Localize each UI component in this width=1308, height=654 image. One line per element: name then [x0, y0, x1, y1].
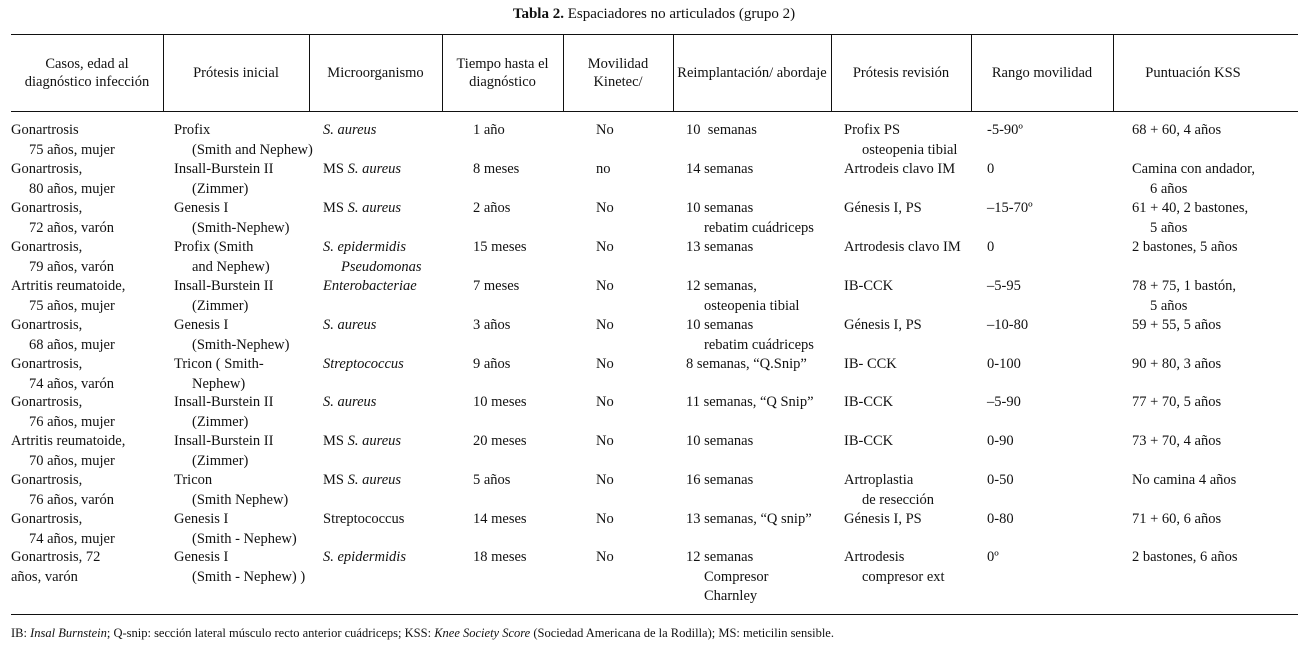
cell-protesis-inicial	[174, 510, 297, 549]
cell-kss	[1132, 393, 1221, 413]
cell-line: (Smith - Nephew)	[192, 530, 297, 547]
cell-microorganismo	[323, 510, 404, 530]
cell-tiempo: 2 años	[473, 200, 511, 216]
cell-rango: 0-80	[987, 511, 1014, 527]
cell-rango: –5-90	[987, 394, 1021, 410]
cell-movilidad: No	[596, 433, 614, 449]
table-row	[0, 432, 1308, 471]
cell-caso	[11, 277, 125, 316]
cell-movilidad: No	[596, 356, 614, 372]
cell-line: 80 años, mujer	[29, 180, 115, 197]
cell-movilidad: No	[596, 317, 614, 333]
cell-kss	[1132, 238, 1238, 258]
header-reimplantacion: Reimplantación/ abordaje	[677, 64, 827, 81]
cell-line: de resección	[862, 491, 935, 508]
table-header-rule	[11, 111, 1298, 112]
cell-reimplantacion	[686, 355, 807, 375]
micro-species-2: Pseudomonas	[341, 258, 422, 275]
cell-reimplantacion	[686, 277, 799, 316]
cell-protesis-revision	[844, 160, 955, 180]
cell-line: 10 semanas	[686, 122, 757, 138]
cell-line: IB-CCK	[844, 433, 894, 449]
table-title	[0, 6, 1308, 23]
cell-caso	[11, 548, 100, 587]
cell-line: 79 años, varón	[29, 258, 114, 275]
cell-line: (Smith Nephew)	[192, 491, 289, 508]
cell-protesis-inicial	[174, 277, 273, 316]
cell-line: Artritis reumatoide,	[11, 433, 126, 449]
cell-line: osteopenia tibial	[704, 297, 800, 314]
cell-kss	[1132, 316, 1221, 336]
cell-line: 10 semanas	[686, 433, 754, 449]
cell-protesis-inicial	[174, 316, 289, 355]
cell-kss	[1132, 277, 1236, 316]
cell-line: 10 semanas	[686, 200, 754, 216]
cell-line: Camina con andador,	[1132, 161, 1256, 177]
micro-prefix: MS	[323, 200, 348, 216]
cell-rango: 0-100	[987, 356, 1021, 372]
table-row	[0, 548, 1308, 604]
cell-line: 13 semanas, “Q snip”	[686, 511, 812, 527]
cell-line: 12 semanas,	[686, 278, 757, 294]
micro-species: S. aureus	[323, 317, 377, 333]
cell-protesis-inicial	[174, 160, 273, 199]
cell-protesis-inicial	[174, 548, 305, 587]
cell-line: 90 + 80, 3 años	[1132, 356, 1222, 372]
cell-line: Gonartrosis,	[11, 511, 83, 527]
cell-line: Insall-Burstein II	[174, 278, 274, 294]
cell-line: compresor ext	[862, 568, 945, 585]
cell-protesis-revision	[844, 355, 897, 375]
micro-species: S. aureus	[347, 161, 402, 177]
cell-tiempo: 1 año	[473, 122, 505, 138]
cell-line: 73 + 70, 4 años	[1132, 433, 1222, 449]
header-protesis-inicial: Prótesis inicial	[193, 64, 279, 81]
cell-caso	[11, 432, 125, 471]
cell-line: osteopenia tibial	[862, 141, 958, 158]
cell-protesis-revision	[844, 121, 957, 160]
cell-line: IB-CCK	[844, 278, 894, 294]
cell-rango: –15-70º	[987, 200, 1033, 216]
cell-line: 76 años, mujer	[29, 413, 115, 430]
cell-movilidad: No	[596, 122, 614, 138]
cell-line: Gonartrosis,	[11, 161, 83, 177]
cell-caso	[11, 510, 115, 549]
cell-line: 16 semanas	[686, 472, 754, 488]
cell-rango: -5-90º	[987, 122, 1023, 138]
cell-microorganismo	[323, 471, 401, 491]
cell-caso	[11, 316, 115, 355]
micro-species: S. aureus	[347, 433, 402, 449]
cell-line: Artrodesis clavo IM	[844, 239, 961, 255]
cell-tiempo: 5 años	[473, 472, 511, 488]
cell-line: rebatim cuádriceps	[704, 336, 814, 353]
micro-species: S. epidermidis	[323, 549, 406, 565]
cell-line: 68 + 60, 4 años	[1132, 122, 1222, 138]
cell-reimplantacion	[686, 160, 753, 180]
cell-tiempo: 8 meses	[473, 161, 520, 177]
cell-protesis-inicial	[174, 432, 273, 471]
cell-protesis-revision	[844, 432, 893, 452]
cell-line: Insall-Burstein II	[174, 161, 274, 177]
cell-line: Profix (Smith	[174, 239, 254, 255]
micro-prefix: MS	[323, 472, 348, 488]
cell-line: Gonartrosis	[11, 122, 79, 138]
cell-line: (Zimmer)	[192, 297, 249, 314]
micro-species: S. aureus	[323, 394, 377, 410]
cell-reimplantacion	[686, 510, 812, 530]
cell-microorganismo	[323, 432, 401, 452]
cell-line: Génesis I, PS	[844, 200, 922, 216]
cell-protesis-revision	[844, 471, 934, 510]
micro-prefix: MS	[323, 433, 348, 449]
cell-reimplantacion	[686, 121, 757, 141]
cell-movilidad: No	[596, 278, 614, 294]
cell-rango: –10-80	[987, 317, 1029, 333]
cell-line: rebatim cuádriceps	[704, 219, 814, 236]
cell-line: 59 + 55, 5 años	[1132, 317, 1222, 333]
cell-reimplantacion	[686, 238, 753, 258]
table-row	[0, 393, 1308, 432]
cell-rango: 0-90	[987, 433, 1014, 449]
header-protesis-revision: Prótesis revisión	[852, 64, 950, 81]
cell-line: Artroplastia	[844, 472, 914, 488]
cell-reimplantacion	[686, 316, 814, 355]
cell-movilidad: No	[596, 239, 614, 255]
cell-line: No camina 4 años	[1132, 472, 1237, 488]
cell-kss	[1132, 432, 1221, 452]
cell-line: Genesis I	[174, 549, 229, 565]
cell-caso	[11, 393, 115, 432]
cell-movilidad: No	[596, 549, 614, 565]
cell-microorganismo	[323, 393, 376, 413]
cell-line: 2 bastones, 6 años	[1132, 549, 1238, 565]
cell-microorganismo	[323, 238, 422, 277]
cell-reimplantacion	[686, 548, 768, 607]
cell-protesis-inicial	[174, 393, 273, 432]
cell-kss	[1132, 548, 1238, 568]
cell-reimplantacion	[686, 199, 814, 238]
header-tiempo: Tiempo hasta el diagnóstico	[456, 55, 549, 90]
cell-protesis-revision	[844, 238, 961, 258]
cell-movilidad: No	[596, 394, 614, 410]
table-row	[0, 510, 1308, 549]
cell-line: (Smith-Nephew)	[192, 219, 290, 236]
cell-reimplantacion	[686, 471, 753, 491]
table-footnote: IB: Insal Burnstein; Q-snip: sección lateral músculo recto anterior cuádriceps; KSS: Knee Society Score (Sociedad Americana de la Rodilla); MS: meticilin sensible.	[11, 626, 834, 640]
cell-line: 61 + 40, 2 bastones,	[1132, 200, 1249, 216]
cell-line: 5 años	[1150, 219, 1188, 236]
cell-tiempo: 20 meses	[473, 433, 527, 449]
cell-movilidad: No	[596, 511, 614, 527]
cell-reimplantacion	[686, 432, 753, 452]
cell-line: (Smith - Nephew) )	[192, 568, 306, 585]
cell-line: Tricon	[174, 472, 213, 488]
table-row	[0, 238, 1308, 277]
cell-line: Artrodesis	[844, 549, 905, 565]
micro-prefix: MS	[323, 161, 348, 177]
cell-line: 71 + 60, 6 años	[1132, 511, 1222, 527]
cell-line: Gonartrosis,	[11, 200, 83, 216]
cell-microorganismo	[323, 355, 404, 375]
cell-protesis-revision	[844, 393, 893, 413]
cell-line: años, varón	[11, 568, 78, 585]
cell-movilidad: no	[596, 161, 611, 177]
cell-microorganismo	[323, 548, 406, 568]
table-row	[0, 277, 1308, 316]
cell-protesis-inicial	[174, 199, 289, 238]
cell-kss	[1132, 355, 1221, 375]
cell-protesis-inicial	[174, 355, 264, 394]
cell-tiempo: 3 años	[473, 317, 511, 333]
cell-line: 8 semanas, “Q.Snip”	[686, 356, 807, 372]
cell-line: 75 años, mujer	[29, 141, 115, 158]
cell-tiempo: 10 meses	[473, 394, 527, 410]
cell-protesis-revision	[844, 277, 893, 297]
cell-caso	[11, 160, 115, 199]
table-row	[0, 355, 1308, 394]
cell-tiempo: 9 años	[473, 356, 511, 372]
table-row	[0, 316, 1308, 355]
cell-line: Profix	[174, 122, 211, 138]
cell-microorganismo	[323, 160, 401, 180]
cell-caso	[11, 471, 114, 510]
table-title-text: Espaciadores no articulados (grupo 2)	[567, 6, 796, 22]
cell-line: 78 + 75, 1 bastón,	[1132, 278, 1237, 294]
cell-line: 13 semanas	[686, 239, 754, 255]
cell-line: 74 años, varón	[29, 375, 114, 392]
cell-rango: 0º	[987, 549, 999, 565]
cell-line: Artrodeis clavo IM	[844, 161, 956, 177]
cell-line: Gonartrosis, 72	[11, 549, 101, 565]
cell-line: Insall-Burstein II	[174, 433, 274, 449]
cell-caso	[11, 355, 114, 394]
table-row	[0, 160, 1308, 199]
cell-line: 12 semanas	[686, 549, 754, 565]
cell-caso	[11, 199, 114, 238]
cell-line: 75 años, mujer	[29, 297, 115, 314]
cell-protesis-revision	[844, 316, 922, 336]
cell-movilidad: No	[596, 472, 614, 488]
cell-kss	[1132, 160, 1255, 199]
cell-kss	[1132, 471, 1236, 491]
cell-line: IB-CCK	[844, 394, 894, 410]
table-row	[0, 199, 1308, 238]
header-movilidad: Movilidad Kinetec/	[587, 55, 649, 90]
cell-line: Génesis I, PS	[844, 511, 922, 527]
cell-line: Gonartrosis,	[11, 356, 83, 372]
cell-line: Compresor	[704, 568, 769, 585]
cell-line: IB- CCK	[844, 356, 897, 372]
table-row	[0, 121, 1308, 160]
cell-line: Genesis I	[174, 511, 229, 527]
micro-species: S. epidermidis	[323, 239, 406, 255]
cell-rango: 0-50	[987, 472, 1014, 488]
micro-species: S. aureus	[323, 122, 377, 138]
cell-microorganismo	[323, 199, 401, 219]
cell-kss	[1132, 199, 1248, 238]
cell-line: Profix PS	[844, 122, 901, 138]
cell-line: (Smith-Nephew)	[192, 336, 290, 353]
cell-microorganismo	[323, 316, 376, 336]
cell-microorganismo	[323, 277, 417, 297]
cell-line: 77 + 70, 5 años	[1132, 394, 1222, 410]
micro-species: S. aureus	[347, 472, 402, 488]
cell-line: Insall-Burstein II	[174, 394, 274, 410]
cell-rango: 0	[987, 239, 995, 255]
cell-line: Genesis I	[174, 200, 229, 216]
cell-line: Gonartrosis,	[11, 317, 83, 333]
cell-line: Génesis I, PS	[844, 317, 922, 333]
cell-kss	[1132, 510, 1221, 530]
cell-line: Nephew)	[192, 375, 246, 392]
cell-reimplantacion	[686, 393, 814, 413]
cell-line: 72 años, varón	[29, 219, 114, 236]
cell-protesis-revision	[844, 548, 945, 587]
cell-line: Charnley	[704, 588, 758, 604]
cell-line: 74 años, mujer	[29, 530, 115, 547]
cell-tiempo: 18 meses	[473, 549, 527, 565]
cell-caso	[11, 238, 114, 277]
cell-protesis-revision	[844, 510, 922, 530]
cell-line: Tricon ( Smith-	[174, 356, 264, 372]
cell-line: and Nephew)	[192, 258, 270, 275]
table-title-label: Tabla 2.	[512, 6, 564, 22]
cell-microorganismo	[323, 121, 376, 141]
cell-line: (Zimmer)	[192, 180, 249, 197]
cell-tiempo: 7 meses	[473, 278, 520, 294]
cell-kss	[1132, 121, 1221, 141]
cell-protesis-inicial	[174, 121, 313, 160]
cell-line: Artritis reumatoide,	[11, 278, 126, 294]
cell-protesis-revision	[844, 199, 922, 219]
cell-line: Genesis I	[174, 317, 229, 333]
cell-line: 14 semanas	[686, 161, 754, 177]
cell-line: Gonartrosis,	[11, 472, 83, 488]
header-microorganismo: Microorganismo	[327, 64, 424, 81]
cell-tiempo: 15 meses	[473, 239, 527, 255]
micro-species: Streptococcus	[323, 356, 404, 372]
cell-protesis-inicial	[174, 238, 270, 277]
cell-line: 2 bastones, 5 años	[1132, 239, 1238, 255]
cell-line: 5 años	[1150, 297, 1188, 314]
cell-line: (Smith and Nephew)	[192, 141, 313, 158]
cell-line: Gonartrosis,	[11, 394, 83, 410]
cell-line: 70 años, mujer	[29, 452, 115, 469]
cell-line: 10 semanas	[686, 317, 754, 333]
cell-line: 68 años, mujer	[29, 336, 115, 353]
micro-species: S. aureus	[347, 200, 402, 216]
micro-species: Enterobacteriae	[323, 278, 417, 294]
header-rango: Rango movilidad	[991, 64, 1093, 81]
cell-movilidad: No	[596, 200, 614, 216]
cell-caso	[11, 121, 115, 160]
header-casos: Casos, edad al diagnóstico infección	[24, 55, 150, 90]
cell-line: 6 años	[1150, 180, 1188, 197]
cell-line: 11 semanas, “Q Snip”	[686, 394, 814, 410]
table-bottom-rule	[11, 614, 1298, 615]
cell-line: Gonartrosis,	[11, 239, 83, 255]
cell-tiempo: 14 meses	[473, 511, 527, 527]
cell-line: 76 años, varón	[29, 491, 114, 508]
table-row	[0, 471, 1308, 510]
cell-protesis-inicial	[174, 471, 288, 510]
header-kss: Puntuación KSS	[1145, 64, 1241, 81]
cell-line: (Zimmer)	[192, 452, 249, 469]
cell-line: (Zimmer)	[192, 413, 249, 430]
cell-rango: –5-95	[987, 278, 1021, 294]
micro-prefix: Streptococcus	[323, 511, 405, 527]
cell-rango: 0	[987, 161, 995, 177]
